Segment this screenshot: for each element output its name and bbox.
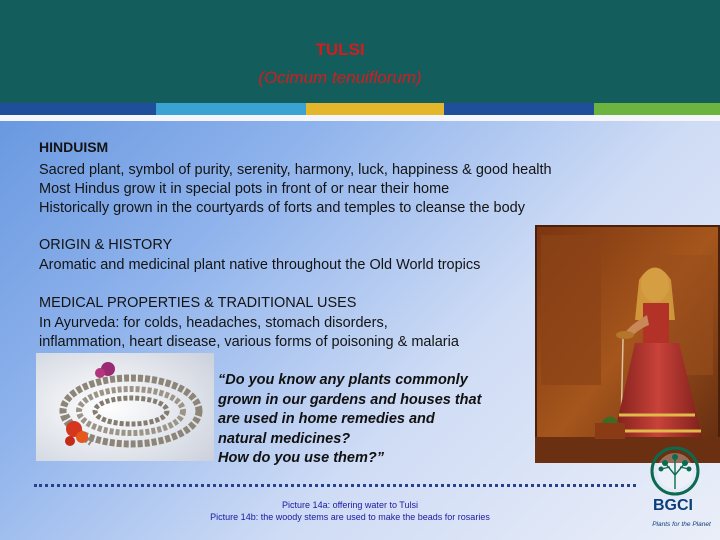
tulsi-beads-rosary-image [36,353,214,461]
color-stripe-bar [0,103,720,115]
origin-line-1: Aromatic and medicinal plant native throughout the Old World tropics [39,257,481,273]
question-line-1: “Do you know any plants commonly [218,372,468,388]
caption-picture-14b: Picture 14b: the woody stems are used to make the beads for rosaries [210,512,490,522]
heading-origin-history: ORIGIN & HISTORY [39,237,173,253]
question-line-3: are used in home remedies and [218,411,435,427]
dotted-divider [34,484,636,487]
question-line-4: natural medicines? [218,430,351,447]
logo-text: BGCI [653,497,693,514]
slide-title: TULSI [315,40,365,59]
logo-tagline: Plants for the Planet [652,521,711,528]
heading-medical-properties: MEDICAL PROPERTIES & TRADITIONAL USES [39,295,357,311]
slide-subtitle: (Ocimum tenuiflorum) [258,68,422,87]
discussion-question [218,371,518,469]
title-bar [0,0,720,103]
medical-line-2: inflammation, heart disease, various forms of poisoning & malaria [39,334,459,350]
caption-picture-14a: Picture 14a: offering water to Tulsi [282,500,418,510]
heading-hinduism: HINDUISM [39,139,109,155]
medical-line-1: In Ayurveda: for colds, headaches, stomach disorders, [39,315,388,331]
divider-band [0,115,720,121]
hinduism-line-3: Historically grown in the courtyards of forts and temples to cleanse the body [39,200,525,216]
bgci-logo [643,445,720,540]
question-line-5: How do you use them?” [218,450,384,466]
hinduism-line-2: Most Hindus grow it in special pots in front of or near their home [39,181,450,197]
painting-offering-water-image [535,225,720,463]
question-line-2: grown in our gardens and houses that [218,391,482,408]
hinduism-line-1: Sacred plant, symbol of purity, serenity, harmony, luck, happiness & good health [39,162,552,178]
